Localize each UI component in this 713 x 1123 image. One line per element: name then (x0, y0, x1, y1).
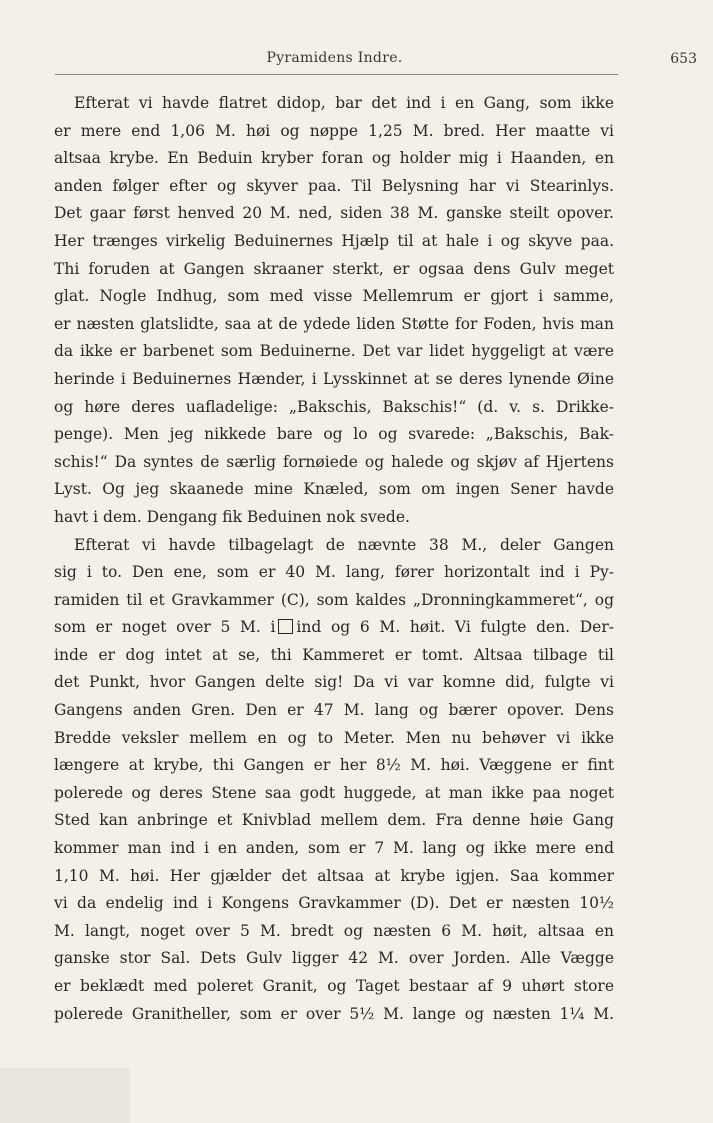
header-rule (55, 74, 618, 75)
text-line: Det gaar først henved 20 M. ned, siden 38 M. ganske steilt opover. (54, 204, 614, 223)
text-line: schis!“ Da syntes de særlig fornøiede og halede og skjøv af Hjertens (54, 452, 614, 471)
body-text (54, 90, 614, 1028)
text-line: Lyst. Og jeg skaanede mine Knæled, som om ingen Sener havde (54, 480, 614, 499)
text-line: polerede og deres Stene saa godt huggede, at man ikke paa noget (54, 783, 614, 802)
text-line: Efterat vi havde flatret didop, bar det ind i en Gang, som ikke (74, 94, 614, 112)
text-line: ganske stor Sal. Dets Gulv ligger 42 M. over Jorden. Alle Vægge (54, 949, 614, 968)
text-line: længere at krybe, thi Gangen er her 8½ M. høi. Væggene er fint (54, 756, 614, 775)
page-header (52, 48, 697, 74)
square-symbol-icon (278, 619, 293, 634)
text-line: Gangens anden Gren. Den er 47 M. lang og bærer opover. Dens (54, 701, 614, 720)
text-line: er næsten glatslidte, saa at de ydede liden Støtte for Foden, hvis man (54, 314, 614, 333)
text-line: Thi foruden at Gangen skraaner sterkt, er ogsaa dens Gulv meget (54, 259, 614, 278)
text-line: anden følger efter og skyver paa. Til Belysning har vi Stearinlys. (54, 176, 614, 195)
text-line: da ikke er barbenet som Beduinerne. Det var lidet hyggeligt at være (54, 342, 614, 361)
text-line: Sted kan anbringe et Knivblad mellem dem. Fra denne høie Gang (54, 811, 614, 830)
text-line: Bredde veksler mellem en og to Meter. Men nu behøver vi ikke (54, 728, 614, 747)
text-line: kommer man ind i en anden, som er 7 M. lang og ikke mere end (54, 839, 614, 858)
text-line: polerede Granitheller, som er over 5½ M. lange og næsten 1¼ M. (54, 1004, 614, 1023)
text-line: ramiden til et Gravkammer (C), som kaldes „Dronningkammeret“, og (54, 590, 614, 609)
text-line: vi da endelig ind i Kongens Gravkammer (D). Det er næsten 10½ (54, 894, 614, 913)
running-head: Pyramidens Indre. (266, 50, 403, 66)
text-line: Efterat vi havde tilbagelagt de nævnte 38 M., deler Gangen (74, 535, 614, 554)
page-number: 653 (670, 51, 697, 67)
text-line: herinde i Beduinernes Hænder, i Lysskinnet at se deres lynende Øine (54, 369, 614, 388)
text-segment: ind og 6 M. høit. Vi fulgte den. Der- (296, 618, 614, 637)
text-line: det Punkt, hvor Gangen delte sig! Da vi var komne did, fulgte vi (54, 673, 614, 692)
text-line: 1,10 M. høi. Her gjælder det altsaa at krybe igjen. Saa kommer (54, 866, 614, 885)
text-line: glat. Nogle Indhug, som med visse Mellemrum er gjort i samme, (54, 287, 614, 306)
text-line: inde er dog intet at se, thi Kammeret er tomt. Altsaa tilbage til (54, 645, 614, 664)
text-line: havt i dem. Dengang fik Beduinen nok svede. (54, 507, 410, 526)
text-line: penge). Men jeg nikkede bare og lo og svarede: „Bakschis, Bak- (54, 425, 614, 444)
text-line-with-square (54, 614, 614, 642)
text-line: og høre deres uafladelige: „Bakschis, Bakschis!“ (d. v. s. Drikke- (54, 397, 614, 416)
text-line: M. langt, noget over 5 M. bredt og næsten 6 M. høit, altsaa en (54, 921, 614, 940)
text-segment: som er noget over 5 M. i (54, 618, 276, 637)
text-line: altsaa krybe. En Beduin kryber foran og holder mig i Haanden, en (54, 149, 614, 168)
scan-smudge (0, 1068, 130, 1123)
text-line: er mere end 1,06 M. høi og nøppe 1,25 M. bred. Her maatte vi (54, 121, 614, 140)
text-line: er beklædt med poleret Granit, og Taget bestaar af 9 uhørt store (54, 977, 614, 995)
text-line: Her trænges virkelig Beduinernes Hjælp til at hale i og skyve paa. (54, 231, 614, 250)
text-line: sig i to. Den ene, som er 40 M. lang, fører horizontalt ind i Py- (54, 563, 614, 582)
